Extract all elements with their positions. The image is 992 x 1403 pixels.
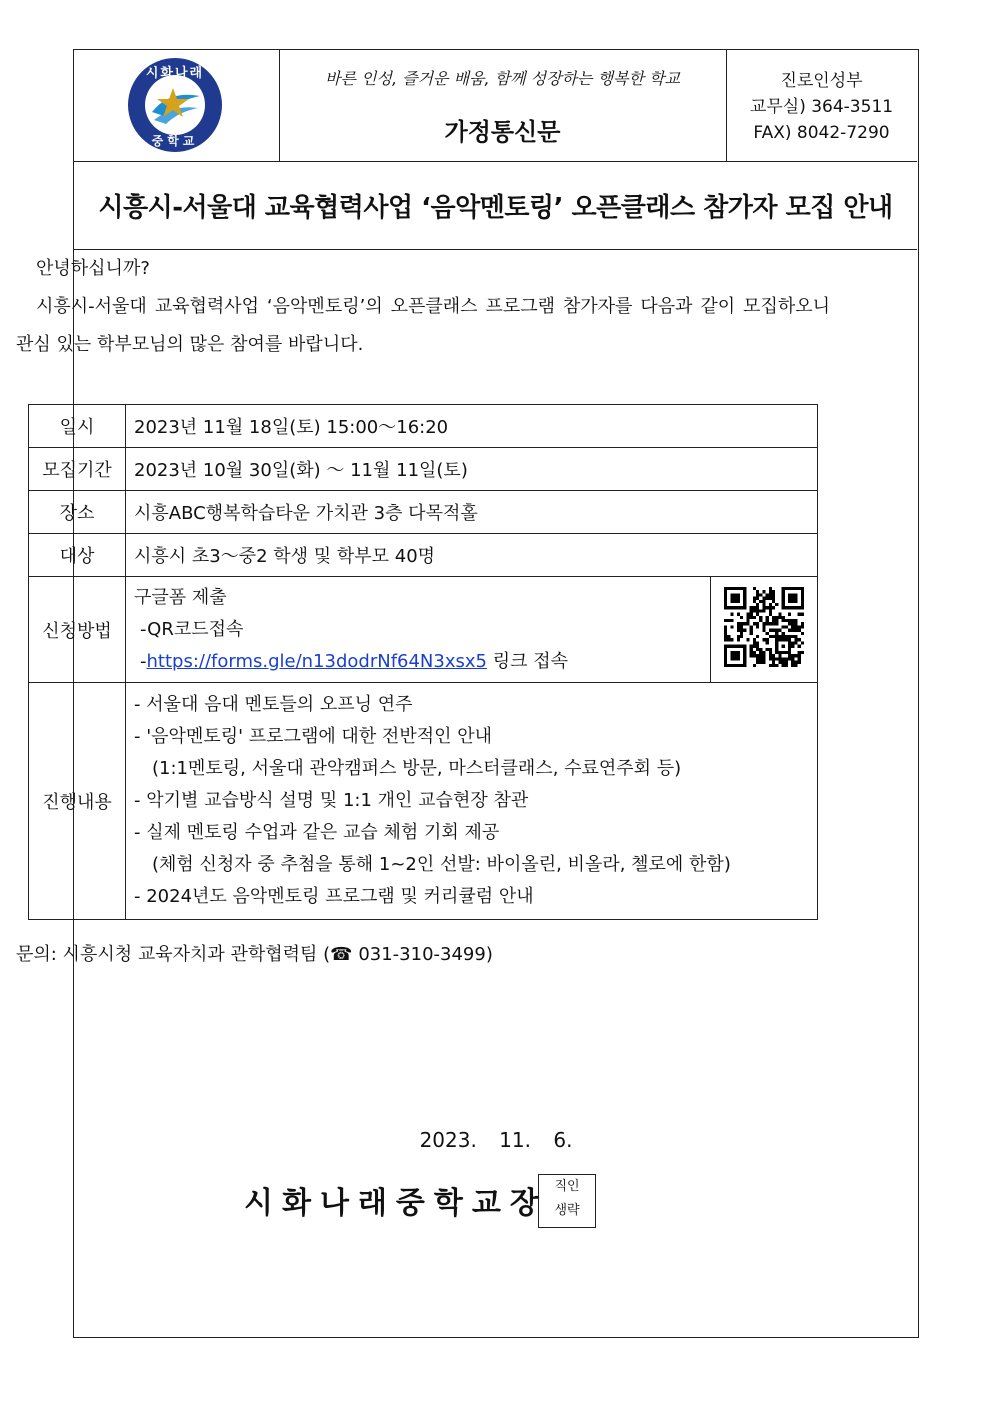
header-contact	[726, 50, 917, 161]
seal-stamp	[538, 1174, 596, 1228]
office-phone: 교무실) 364-3511	[749, 97, 894, 117]
logo-bottom-text: 중학교	[151, 134, 199, 148]
principal-name: 시화나래중학교장	[244, 1186, 548, 1221]
content-line: - '음악멘토링' 프로그램에 대한 전반적인 안내	[134, 726, 492, 747]
content-label: 진행내용	[29, 683, 126, 920]
table-row	[29, 405, 818, 448]
link-suffix: 링크 접속	[487, 650, 568, 672]
target-value: 시흥시 초3～중2 학생 및 학부모 40명	[126, 534, 818, 577]
fax-number: FAX) 8042-7290	[753, 123, 890, 143]
date-label: 일시	[29, 405, 126, 448]
content-line: - 서울대 음대 멘토들의 오프닝 연주	[134, 694, 413, 715]
content-line: (체험 신청자 중 추첨을 통해 1~2인 선발: 바이올린, 비올라, 첼로에 한함)	[152, 854, 731, 875]
logo-top-text: 시화나래	[145, 66, 205, 81]
department-info	[726, 68, 917, 146]
qr-code[interactable]	[724, 587, 804, 667]
target-label: 대상	[29, 534, 126, 577]
contact-info: 문의: 시흥시청 교육자치과 관학협력팀 (☎ 031-310-3499)	[16, 944, 493, 965]
content-line: - 2024년도 음악멘토링 프로그램 및 커리큘럼 안내	[134, 886, 534, 907]
department-name: 진로인성부	[780, 71, 863, 91]
document-title: 시흥시-서울대 교육협력사업 ‘음악멘토링’ 오픈클래스 참가자 모집 안내	[98, 193, 893, 223]
apply-value	[126, 577, 711, 683]
content-line: (1:1멘토링, 서울대 관악캠퍼스 방문, 마스터클래스, 수료연주회 등)	[152, 758, 682, 779]
info-table	[28, 404, 818, 920]
place-value: 시흥ABC행복학습타운 가치관 3층 다목적홀	[126, 491, 818, 534]
greeting: 안녕하십니까?	[36, 258, 150, 279]
issue-date: 2023. 11. 6.	[419, 1128, 573, 1152]
date-value: 2023년 11월 18일(토) 15:00～16:20	[126, 405, 818, 448]
content-line: - 악기별 교습방식 설명 및 1:1 개인 교습현장 참관	[134, 790, 529, 811]
table-row	[29, 491, 818, 534]
school-logo	[74, 50, 279, 161]
newsletter-title: 가정통신문	[444, 118, 561, 146]
intro-text	[16, 250, 830, 364]
school-motto: 바른 인성, 즐거운 배움, 함께 성장하는 행복한 학교	[325, 69, 680, 88]
apply-line-2: -QR코드접속	[140, 618, 244, 640]
header-center	[279, 50, 727, 161]
qr-cell	[711, 577, 818, 683]
table-row	[29, 683, 818, 920]
intro-paragraph: 시흥시-서울대 교육협력사업 ‘음악멘토링’의 오픈클래스 프로그램 참가자를 다음과 같이 모집하오니 관심 있는 학부모님의 많은 참여를 바랍니다.	[16, 296, 830, 355]
stamp-line-1: 직인	[554, 1179, 580, 1194]
period-label: 모집기간	[29, 448, 126, 491]
table-row	[29, 577, 818, 683]
table-row	[29, 448, 818, 491]
logo-cell	[74, 50, 280, 161]
content-line: - 실제 멘토링 수업과 같은 교습 체험 기회 제공	[134, 822, 500, 843]
apply-label: 신청방법	[29, 577, 126, 683]
period-value: 2023년 10월 30일(화) ～ 11월 11일(토)	[126, 448, 818, 491]
apply-line-1: 구글폼 제출	[134, 586, 227, 608]
apply-dash: -	[140, 650, 147, 672]
content-value	[126, 683, 818, 920]
stamp-line-2: 생략	[554, 1203, 580, 1218]
form-link[interactable]: https://forms.gle/n13dodrNf64N3xsx5	[146, 650, 487, 672]
place-label: 장소	[29, 491, 126, 534]
title-row	[74, 161, 917, 250]
header	[74, 50, 917, 162]
apply-line-3	[134, 646, 702, 678]
table-row	[29, 534, 818, 577]
